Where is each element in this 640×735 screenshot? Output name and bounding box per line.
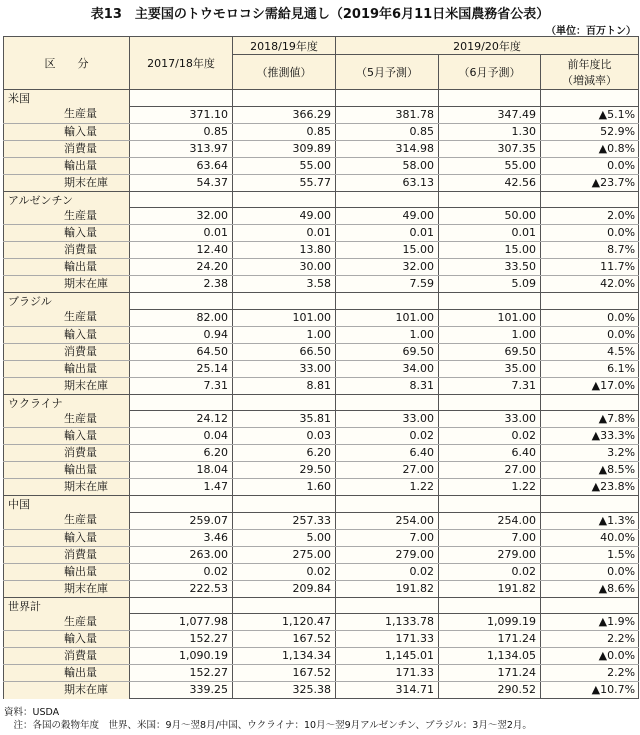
value-cell: 1,090.19	[130, 648, 233, 665]
value-cell: 257.33	[233, 512, 336, 529]
value-cell: 55.77	[233, 174, 336, 191]
yoy-cell: 2.0%	[541, 208, 639, 225]
value-cell: 1,099.19	[439, 614, 541, 631]
value-cell: 275.00	[233, 546, 336, 563]
blank-cell	[336, 496, 439, 513]
value-cell: 290.52	[439, 682, 541, 699]
value-cell: 32.00	[336, 259, 439, 276]
yoy-cell: ▲10.7%	[541, 682, 639, 699]
value-cell: 49.00	[233, 208, 336, 225]
unit-label: （単位：百万トン）	[546, 26, 636, 37]
value-cell: 167.52	[233, 631, 336, 648]
yoy-cell: 8.7%	[541, 242, 639, 259]
yoy-cell: ▲23.8%	[541, 479, 639, 496]
value-cell: 1.00	[336, 326, 439, 343]
value-cell: 7.31	[439, 377, 541, 394]
value-cell: 6.20	[130, 445, 233, 462]
yoy-cell: 42.0%	[541, 276, 639, 293]
value-cell: 171.33	[336, 631, 439, 648]
table-row	[4, 479, 639, 496]
item-label: 期末在庫	[4, 377, 130, 394]
value-cell: 7.59	[336, 276, 439, 293]
value-cell: 63.13	[336, 174, 439, 191]
value-cell: 1.00	[439, 326, 541, 343]
yoy-cell: ▲8.5%	[541, 462, 639, 479]
value-cell: 309.89	[233, 140, 336, 157]
value-cell: 366.29	[233, 106, 336, 123]
blank-cell	[130, 191, 233, 208]
yoy-cell: 0.0%	[541, 563, 639, 580]
header-may-forecast: （5月予測）	[336, 55, 439, 90]
value-cell: 313.97	[130, 140, 233, 157]
country-name: 米国	[4, 90, 130, 107]
value-cell: 0.04	[130, 428, 233, 445]
value-cell: 371.10	[130, 106, 233, 123]
table-row	[4, 631, 639, 648]
blank-cell	[233, 597, 336, 614]
table-title: 表13 主要国のトウモロコシ需給見通し（2019年6月11日米国農務省公表）	[90, 7, 550, 22]
value-cell: 69.50	[336, 343, 439, 360]
item-label: 消費量	[4, 343, 130, 360]
yoy-cell: 0.0%	[541, 309, 639, 326]
value-cell: 1.22	[336, 479, 439, 496]
value-cell: 314.71	[336, 682, 439, 699]
item-label: 輸入量	[4, 123, 130, 140]
value-cell: 1.60	[233, 479, 336, 496]
table-row	[4, 462, 639, 479]
item-label: 期末在庫	[4, 174, 130, 191]
country-row	[4, 293, 639, 310]
item-label: 消費量	[4, 648, 130, 665]
value-cell: 0.01	[439, 225, 541, 242]
yoy-cell: ▲1.3%	[541, 512, 639, 529]
table-row	[4, 360, 639, 377]
table-row	[4, 445, 639, 462]
table-row	[4, 326, 639, 343]
table-row	[4, 174, 639, 191]
value-cell: 5.00	[233, 529, 336, 546]
value-cell: 1,134.34	[233, 648, 336, 665]
value-cell: 1.47	[130, 479, 233, 496]
blank-cell	[130, 293, 233, 310]
table-row	[4, 140, 639, 157]
value-cell: 49.00	[336, 208, 439, 225]
blank-cell	[439, 90, 541, 107]
value-cell: 171.24	[439, 631, 541, 648]
header-estimate: （推測値）	[233, 55, 336, 90]
value-cell: 33.00	[233, 360, 336, 377]
table-row	[4, 546, 639, 563]
blank-cell	[336, 191, 439, 208]
value-cell: 35.81	[233, 411, 336, 428]
value-cell: 0.02	[439, 428, 541, 445]
value-cell: 0.85	[233, 123, 336, 140]
table-row	[4, 614, 639, 631]
value-cell: 191.82	[336, 580, 439, 597]
item-label: 消費量	[4, 242, 130, 259]
value-cell: 259.07	[130, 512, 233, 529]
value-cell: 34.00	[336, 360, 439, 377]
value-cell: 24.20	[130, 259, 233, 276]
value-cell: 347.49	[439, 106, 541, 123]
yoy-cell: 0.0%	[541, 326, 639, 343]
blank-cell	[439, 496, 541, 513]
value-cell: 0.02	[336, 563, 439, 580]
blank-cell	[130, 90, 233, 107]
value-cell: 30.00	[233, 259, 336, 276]
value-cell: 27.00	[336, 462, 439, 479]
item-label: 生産量	[4, 411, 130, 428]
table-row	[4, 648, 639, 665]
yoy-cell: 1.5%	[541, 546, 639, 563]
value-cell: 27.00	[439, 462, 541, 479]
value-cell: 209.84	[233, 580, 336, 597]
country-name: ウクライナ	[4, 394, 130, 411]
value-cell: 58.00	[336, 157, 439, 174]
header-june-forecast: （6月予測）	[439, 55, 541, 90]
value-cell: 5.09	[439, 276, 541, 293]
item-label: 輸出量	[4, 563, 130, 580]
country-row	[4, 597, 639, 614]
item-label: 生産量	[4, 309, 130, 326]
yoy-cell: ▲7.8%	[541, 411, 639, 428]
yoy-cell: 3.2%	[541, 445, 639, 462]
table-row	[4, 106, 639, 123]
item-label: 輸出量	[4, 157, 130, 174]
value-cell: 1,120.47	[233, 614, 336, 631]
value-cell: 167.52	[233, 665, 336, 682]
yoy-cell: 52.9%	[541, 123, 639, 140]
blank-cell	[233, 496, 336, 513]
value-cell: 1,134.05	[439, 648, 541, 665]
yoy-cell: ▲0.0%	[541, 648, 639, 665]
item-label: 輸出量	[4, 462, 130, 479]
table-row	[4, 343, 639, 360]
footnote: 注：各国の穀物年度 世界、米国：9月～翌8月/中国、ウクライナ：10月～翌9月アルゼンチン、ブラジル：3月～翌2月。	[4, 720, 532, 731]
table-row	[4, 309, 639, 326]
item-label: 輸入量	[4, 529, 130, 546]
item-label: 消費量	[4, 546, 130, 563]
header-2018-19: 2018/19年度	[233, 37, 336, 55]
value-cell: 6.40	[336, 445, 439, 462]
table-row	[4, 665, 639, 682]
value-cell: 7.00	[336, 529, 439, 546]
item-label: 輸入量	[4, 225, 130, 242]
value-cell: 29.50	[233, 462, 336, 479]
value-cell: 1.00	[233, 326, 336, 343]
item-label: 消費量	[4, 140, 130, 157]
item-label: 生産量	[4, 208, 130, 225]
yoy-cell: ▲8.6%	[541, 580, 639, 597]
value-cell: 24.12	[130, 411, 233, 428]
value-cell: 191.82	[439, 580, 541, 597]
value-cell: 1.30	[439, 123, 541, 140]
country-name: 世界計	[4, 597, 130, 614]
value-cell: 7.31	[130, 377, 233, 394]
corn-supply-demand-table	[3, 36, 639, 699]
blank-cell	[233, 394, 336, 411]
blank-cell	[439, 394, 541, 411]
value-cell: 1,077.98	[130, 614, 233, 631]
item-label: 期末在庫	[4, 276, 130, 293]
header-category: 区 分	[4, 37, 130, 90]
header-2017-18: 2017/18年度	[130, 37, 233, 90]
table-row	[4, 123, 639, 140]
value-cell: 339.25	[130, 682, 233, 699]
blank-cell	[541, 597, 639, 614]
item-label: 生産量	[4, 106, 130, 123]
value-cell: 152.27	[130, 631, 233, 648]
yoy-cell: 0.0%	[541, 157, 639, 174]
yoy-cell: ▲17.0%	[541, 377, 639, 394]
item-label: 輸出量	[4, 360, 130, 377]
table-row	[4, 259, 639, 276]
yoy-cell: ▲0.8%	[541, 140, 639, 157]
value-cell: 55.00	[439, 157, 541, 174]
yoy-cell: ▲5.1%	[541, 106, 639, 123]
item-label: 期末在庫	[4, 580, 130, 597]
blank-cell	[541, 496, 639, 513]
blank-cell	[336, 597, 439, 614]
value-cell: 279.00	[336, 546, 439, 563]
value-cell: 279.00	[439, 546, 541, 563]
table-row	[4, 512, 639, 529]
value-cell: 381.78	[336, 106, 439, 123]
value-cell: 35.00	[439, 360, 541, 377]
table-row	[4, 377, 639, 394]
country-row	[4, 496, 639, 513]
value-cell: 0.02	[233, 563, 336, 580]
source-note: 資料：USDA	[4, 707, 60, 718]
value-cell: 33.00	[336, 411, 439, 428]
value-cell: 1.22	[439, 479, 541, 496]
value-cell: 0.94	[130, 326, 233, 343]
yoy-cell: 11.7%	[541, 259, 639, 276]
table-row	[4, 563, 639, 580]
value-cell: 50.00	[439, 208, 541, 225]
value-cell: 15.00	[336, 242, 439, 259]
blank-cell	[336, 394, 439, 411]
value-cell: 171.33	[336, 665, 439, 682]
value-cell: 0.02	[439, 563, 541, 580]
value-cell: 12.40	[130, 242, 233, 259]
item-label: 期末在庫	[4, 479, 130, 496]
blank-cell	[336, 293, 439, 310]
yoy-cell: ▲23.7%	[541, 174, 639, 191]
value-cell: 8.31	[336, 377, 439, 394]
item-label: 輸入量	[4, 631, 130, 648]
yoy-cell: 6.1%	[541, 360, 639, 377]
country-name: アルゼンチン	[4, 191, 130, 208]
table-row	[4, 682, 639, 699]
value-cell: 314.98	[336, 140, 439, 157]
blank-cell	[130, 394, 233, 411]
blank-cell	[439, 597, 541, 614]
value-cell: 254.00	[439, 512, 541, 529]
yoy-cell: 0.0%	[541, 225, 639, 242]
value-cell: 54.37	[130, 174, 233, 191]
value-cell: 18.04	[130, 462, 233, 479]
value-cell: 2.38	[130, 276, 233, 293]
item-label: 輸出量	[4, 665, 130, 682]
table-row	[4, 225, 639, 242]
value-cell: 6.20	[233, 445, 336, 462]
blank-cell	[233, 90, 336, 107]
value-cell: 55.00	[233, 157, 336, 174]
country-row	[4, 191, 639, 208]
blank-cell	[130, 496, 233, 513]
value-cell: 101.00	[439, 309, 541, 326]
table-row	[4, 157, 639, 174]
value-cell: 0.02	[130, 563, 233, 580]
value-cell: 32.00	[130, 208, 233, 225]
value-cell: 64.50	[130, 343, 233, 360]
value-cell: 0.01	[233, 225, 336, 242]
country-name: 中国	[4, 496, 130, 513]
blank-cell	[439, 293, 541, 310]
blank-cell	[130, 597, 233, 614]
value-cell: 1,133.78	[336, 614, 439, 631]
value-cell: 6.40	[439, 445, 541, 462]
value-cell: 263.00	[130, 546, 233, 563]
country-name: ブラジル	[4, 293, 130, 310]
table-row	[4, 580, 639, 597]
value-cell: 69.50	[439, 343, 541, 360]
item-label: 輸出量	[4, 259, 130, 276]
blank-cell	[541, 90, 639, 107]
value-cell: 307.35	[439, 140, 541, 157]
blank-cell	[541, 293, 639, 310]
value-cell: 42.56	[439, 174, 541, 191]
country-row	[4, 90, 639, 107]
header-2019-20: 2019/20年度	[336, 37, 639, 55]
country-row	[4, 394, 639, 411]
value-cell: 7.00	[439, 529, 541, 546]
value-cell: 0.85	[336, 123, 439, 140]
blank-cell	[439, 191, 541, 208]
value-cell: 0.01	[336, 225, 439, 242]
yoy-cell: 4.5%	[541, 343, 639, 360]
value-cell: 15.00	[439, 242, 541, 259]
value-cell: 8.81	[233, 377, 336, 394]
table-row	[4, 529, 639, 546]
value-cell: 325.38	[233, 682, 336, 699]
header-yoy: 前年度比 （増減率）	[541, 55, 639, 90]
item-label: 生産量	[4, 614, 130, 631]
notes	[4, 706, 532, 732]
table-row	[4, 411, 639, 428]
item-label: 輸入量	[4, 326, 130, 343]
blank-cell	[541, 394, 639, 411]
value-cell: 63.64	[130, 157, 233, 174]
value-cell: 0.01	[130, 225, 233, 242]
table-row	[4, 428, 639, 445]
value-cell: 33.00	[439, 411, 541, 428]
value-cell: 254.00	[336, 512, 439, 529]
value-cell: 3.46	[130, 529, 233, 546]
table-row	[4, 276, 639, 293]
value-cell: 3.58	[233, 276, 336, 293]
value-cell: 0.85	[130, 123, 233, 140]
blank-cell	[541, 191, 639, 208]
table-row	[4, 242, 639, 259]
value-cell: 152.27	[130, 665, 233, 682]
value-cell: 101.00	[233, 309, 336, 326]
value-cell: 171.24	[439, 665, 541, 682]
blank-cell	[336, 90, 439, 107]
yoy-cell: 2.2%	[541, 665, 639, 682]
item-label: 輸入量	[4, 428, 130, 445]
item-label: 生産量	[4, 512, 130, 529]
yoy-cell: ▲1.9%	[541, 614, 639, 631]
value-cell: 66.50	[233, 343, 336, 360]
blank-cell	[233, 293, 336, 310]
value-cell: 0.02	[336, 428, 439, 445]
item-label: 期末在庫	[4, 682, 130, 699]
value-cell: 101.00	[336, 309, 439, 326]
blank-cell	[233, 191, 336, 208]
value-cell: 222.53	[130, 580, 233, 597]
value-cell: 1,145.01	[336, 648, 439, 665]
value-cell: 33.50	[439, 259, 541, 276]
value-cell: 0.03	[233, 428, 336, 445]
item-label: 消費量	[4, 445, 130, 462]
value-cell: 13.80	[233, 242, 336, 259]
table-row	[4, 208, 639, 225]
yoy-cell: ▲33.3%	[541, 428, 639, 445]
yoy-cell: 40.0%	[541, 529, 639, 546]
value-cell: 82.00	[130, 309, 233, 326]
yoy-cell: 2.2%	[541, 631, 639, 648]
value-cell: 25.14	[130, 360, 233, 377]
